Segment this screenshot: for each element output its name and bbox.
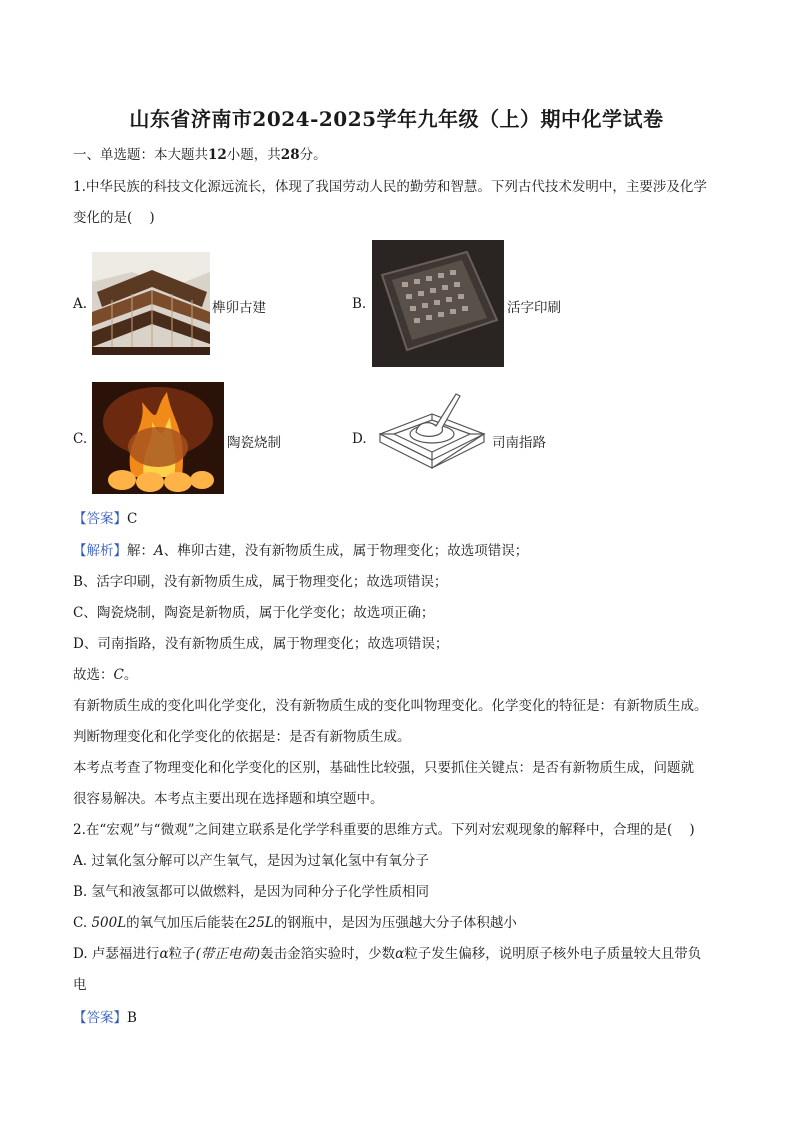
section-heading <box>73 145 327 165</box>
q2-option-d-pre: D. 卢瑟福进行 <box>73 946 160 962</box>
q1-choose-italic: C <box>113 667 124 683</box>
q2-option-d-alpha-2: α <box>395 946 405 962</box>
q2-option-c <box>73 913 517 933</box>
q1-option-a-label: 榫卯古建 <box>212 300 266 316</box>
q1-analysis-line-b: B、活字印刷，没有新物质生成，属于物理变化；故选项错误； <box>73 574 448 590</box>
q2-answer-tag: 【答案】 <box>73 1010 127 1026</box>
q1-option-d-letter: D. <box>352 431 367 447</box>
movable-type-photo-icon <box>372 240 504 367</box>
q1-explain-line-1: 有新物质生成的变化叫化学变化，没有新物质生成的变化叫物理变化。化学变化的特征是：有新物质生成。 <box>73 698 708 714</box>
q1-answer <box>73 509 137 529</box>
q2-stem: 2.在“宏观”与“微观”之间建立联系是化学学科重要的思维方式。下列对宏观现象的解释中，合理的是( ) <box>73 822 695 838</box>
q2-option-d-paren: (带正电荷) <box>195 946 261 962</box>
q2-option-c-post: 的钢瓶中，是因为压强越大分子体积越小 <box>273 915 517 931</box>
q1-choose-suffix: 。 <box>123 667 138 683</box>
q2-answer <box>73 1008 137 1028</box>
q2-option-d-mid-1: 粒子 <box>168 946 196 962</box>
q2-option-a: A. 过氧化氢分解可以产生氧气，是因为过氧化氢中有氧分子 <box>73 853 429 869</box>
q2-option-c-italic-2: 25L <box>247 915 274 931</box>
section-middle: 小题，共 <box>226 147 281 163</box>
q2-option-d-mid-2: 轰击金箔实验时，少数 <box>260 946 396 962</box>
q1-option-c-label: 陶瓷烧制 <box>227 435 281 451</box>
q1-stem-line2: 变化的是( ) <box>73 210 155 226</box>
q1-analysis-tag: 【解析】 <box>73 543 127 559</box>
q2-option-d-alpha-1: α <box>159 946 169 962</box>
q1-choose <box>73 665 137 685</box>
q1-option-a-letter: A. <box>73 296 88 312</box>
pagoda-photo-icon <box>92 252 210 355</box>
q1-analysis-line-a <box>73 541 528 561</box>
q1-stem-line1: 1.中华民族的科技文化源远流长，体现了我国劳动人民的勤劳和智慧。下列古代技术发明中，主要涉及化学 <box>73 179 707 195</box>
q2-option-c-pre: C. <box>73 915 92 931</box>
q1-analysis-line-d: D、司南指路，没有新物质生成，属于物理变化；故选项错误； <box>73 636 449 652</box>
q1-analysis-first: 解： <box>127 543 154 559</box>
q1-analysis-first-rest: 、榫卯古建，没有新物质生成，属于物理变化；故选项错误； <box>163 543 529 559</box>
q1-option-d-label: 司南指路 <box>492 435 546 451</box>
section-prefix: 一、单选题：本大题共 <box>73 147 208 163</box>
q2-option-c-mid: 的氧气加压后能装在 <box>126 915 248 931</box>
q1-explain-line-4: 很容易解决。本考点主要出现在选择题和填空题中。 <box>73 791 384 807</box>
q1-analysis-first-italic: A <box>154 543 164 559</box>
q1-option-c-letter: C. <box>73 431 88 447</box>
q1-analysis-line-c: C、陶瓷烧制，陶瓷是新物质，属于化学变化；故选项正确； <box>73 605 435 621</box>
q2-option-d <box>73 944 701 964</box>
section-suffix: 分。 <box>299 147 327 163</box>
page-title: 山东省济南市2024-2025学年九年级（上）期中化学试卷 <box>129 107 664 131</box>
compass-sinan-drawing-icon <box>372 386 490 494</box>
q1-explain-line-2: 判断物理变化和化学变化的依据是：是否有新物质生成。 <box>73 729 411 745</box>
q2-option-d-line2: 电 <box>73 977 87 993</box>
kiln-fire-photo-icon <box>92 382 224 494</box>
q1-answer-tag: 【答案】 <box>73 511 127 527</box>
q1-choose-prefix: 故选： <box>73 667 114 683</box>
q2-answer-value: B <box>127 1010 137 1026</box>
q2-option-b: B. 氢气和液氢都可以做燃料，是因为同种分子化学性质相同 <box>73 884 430 900</box>
q1-explain-line-3: 本考点考查了物理变化和化学变化的区别，基础性比较强，只要抓住关键点：是否有新物质生成，问题就 <box>73 760 694 776</box>
q2-option-c-italic-1: 500L <box>91 915 127 931</box>
q1-answer-value: C <box>127 511 138 527</box>
section-count: 12 <box>208 147 227 163</box>
q1-option-b-label: 活字印刷 <box>507 300 561 316</box>
section-score: 28 <box>280 147 300 163</box>
q1-option-b-letter: B. <box>352 296 367 312</box>
q2-option-d-post: 粒子发生偏移，说明原子核外电子质量较大且带负 <box>404 946 702 962</box>
